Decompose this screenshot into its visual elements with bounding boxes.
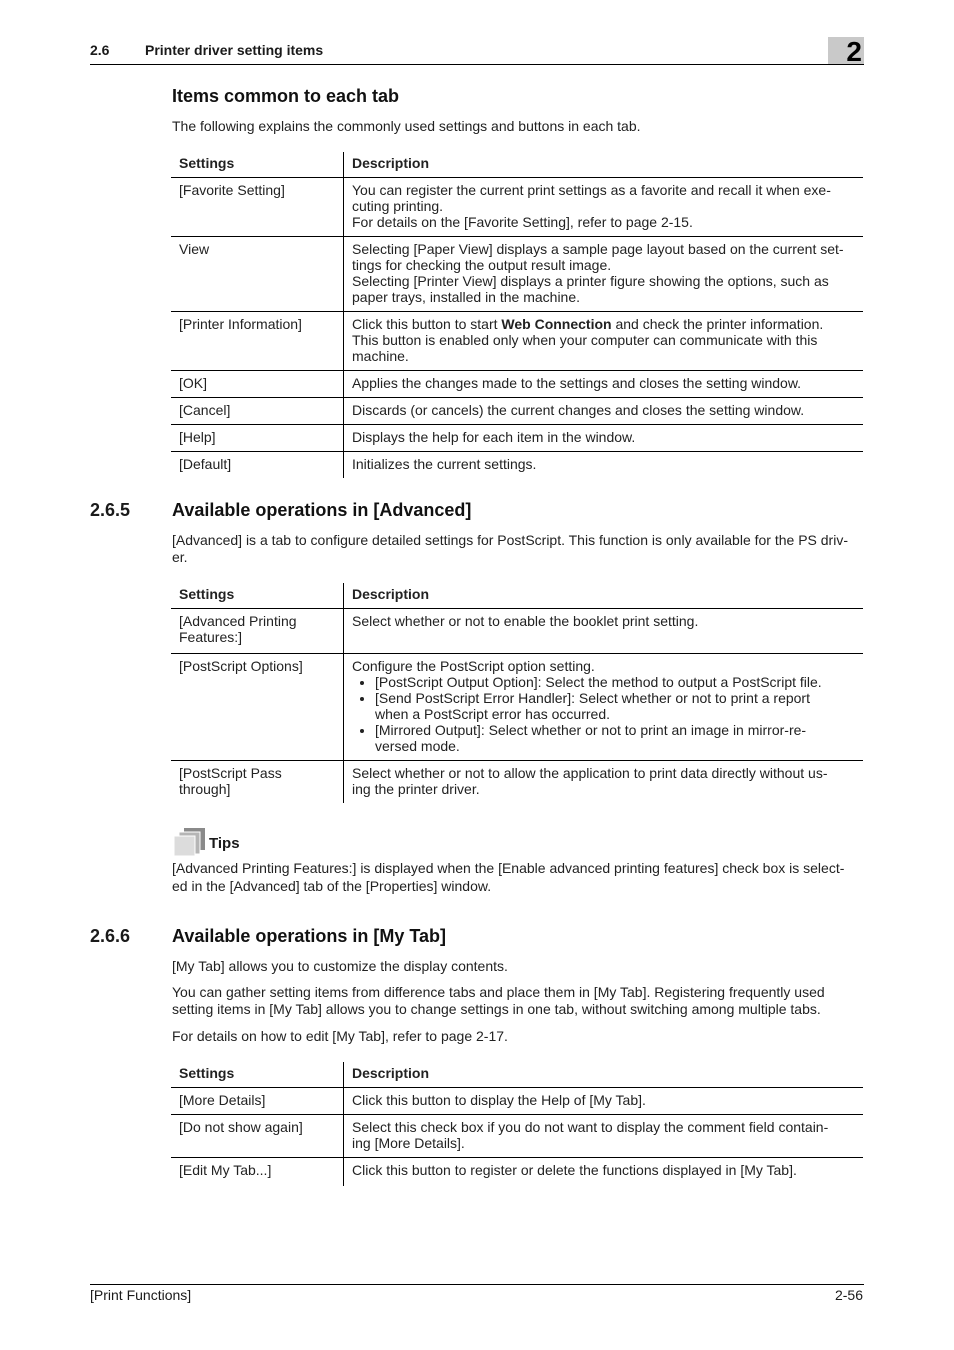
footer-page-number: 2-56: [834, 1287, 863, 1303]
table-row: [171, 237, 863, 312]
tips-label: Tips: [209, 835, 240, 852]
table-row: [171, 312, 863, 371]
section-number-advanced: 2.6.5: [90, 500, 131, 520]
column-header-settings: Settings: [171, 1062, 344, 1088]
table-row: [171, 761, 863, 804]
table-row: [171, 178, 863, 237]
table-row: [171, 1115, 863, 1158]
mytab-para-3: For details on how to edit [My Tab], refer to page 2-17.: [172, 1028, 508, 1044]
setting-name: [Cancel]: [171, 398, 344, 425]
column-header-settings: Settings: [171, 583, 344, 609]
setting-name: [PostScript Pass through]: [171, 761, 344, 804]
setting-description: Discards (or cancels) the current changes and closes the setting window.: [344, 398, 864, 425]
setting-name: [Do not show again]: [171, 1115, 344, 1158]
footer-book-title: [Print Functions]: [90, 1287, 192, 1303]
postscript-options-list: [352, 674, 855, 754]
setting-description: You can register the current print settings as a favorite and recall it when exe- cuting printing. For details on the [Favorite Setting], refer to page 2-15.: [344, 178, 864, 237]
advanced-intro: [Advanced] is a tab to configure detailed settings for PostScript. This function is only available for the PS driv- er.: [172, 532, 848, 565]
table-row: [171, 398, 863, 425]
web-connection-term: Web Connection: [501, 316, 612, 332]
common-settings-table: [171, 152, 863, 478]
mytab-settings-table: [171, 1062, 863, 1186]
list-item: • [Send PostScript Error Handler]: Select whether or not to print a report when a PostScript error has occurred.: [375, 690, 855, 722]
table-row: [171, 371, 863, 398]
common-heading: Items common to each tab: [172, 86, 400, 106]
setting-description: Displays the help for each item in the window.: [344, 425, 864, 452]
section-title-mytab: Available operations in [My Tab]: [172, 926, 447, 946]
list-item: • [Mirrored Output]: Select whether or not to print an image in mirror-re- versed mode.: [375, 722, 855, 754]
footer-rule: [90, 1284, 864, 1285]
section-title-advanced: Available operations in [Advanced]: [172, 500, 472, 520]
setting-description: Click this button to display the Help of [My Tab].: [344, 1088, 864, 1115]
list-item: • [PostScript Output Option]: Select the method to output a PostScript file.: [375, 674, 855, 690]
column-header-settings: Settings: [171, 152, 344, 178]
setting-name: [PostScript Options]: [171, 654, 344, 761]
header-section-number: 2.6: [90, 42, 110, 58]
setting-name: [OK]: [171, 371, 344, 398]
column-header-description: Description: [344, 1062, 864, 1088]
column-header-description: Description: [344, 583, 864, 609]
setting-description: Select this check box if you do not want to display the comment field contain- ing [More Details].: [344, 1115, 864, 1158]
chapter-tab: [828, 37, 864, 65]
table-row: [171, 452, 863, 479]
section-number-mytab: 2.6.6: [90, 926, 131, 946]
table-row: [171, 1088, 863, 1115]
column-header-description: Description: [344, 152, 864, 178]
setting-description: Initializes the current settings.: [352, 456, 537, 472]
setting-description: Select whether or not to allow the application to print data directly without us- ing the printer driver.: [352, 765, 828, 797]
setting-name: [More Details]: [171, 1088, 344, 1115]
table-row: [171, 609, 863, 654]
setting-name: View: [171, 237, 344, 312]
table-row: [171, 654, 863, 761]
setting-name: [Default]: [171, 452, 344, 479]
advanced-settings-table: [171, 583, 863, 803]
mytab-para-2: You can gather setting items from difference tabs and place them in [My Tab]. Registering frequently used setting items in [My Tab] allows you to change settings in one tab, without switching among multiple tabs.: [172, 984, 825, 1017]
setting-name: [Printer Information]: [171, 312, 344, 371]
chapter-number: 2: [846, 36, 862, 67]
setting-description: Configure the PostScript option setting. • [PostScript Output Option]: Select the method to output a PostScript file. • [Send PostScript Error Handler]: Select whether or not to print a report when a PostScript error has occurred. • [Mirrored Output]: Select whether or not to print an image in mirror-re- versed mode.: [344, 654, 864, 761]
table-row: [171, 425, 863, 452]
setting-description: Click this button to register or delete the functions displayed in [My Tab].: [352, 1162, 797, 1178]
tips-icon: [172, 827, 208, 857]
setting-name: [Advanced Printing Features:]: [171, 609, 344, 654]
setting-name: [Edit My Tab...]: [171, 1158, 344, 1187]
tips-text: [Advanced Printing Features:] is displayed when the [Enable advanced printing features] check box is select- ed in the [Advanced] tab of the [Properties] window.: [172, 860, 845, 894]
mytab-para-1: [My Tab] allows you to customize the display contents.: [172, 958, 508, 974]
setting-description: Select whether or not to enable the booklet print setting.: [344, 609, 864, 654]
table-row: [171, 1158, 863, 1187]
setting-description: Selecting [Paper View] displays a sample page layout based on the current set- tings for checking the output result image. Selecting [Printer View] displays a printer figure showing the options, such as paper trays, installed in the machine.: [344, 237, 864, 312]
common-intro: The following explains the commonly used settings and buttons in each tab.: [172, 118, 641, 134]
setting-name: [Favorite Setting]: [171, 178, 344, 237]
header-rule: [90, 64, 864, 65]
setting-name: [Help]: [171, 425, 344, 452]
setting-description: Applies the changes made to the settings and closes the setting window.: [344, 371, 864, 398]
header-section-title: Printer driver setting items: [145, 42, 324, 58]
setting-description: Click this button to start Web Connection and check the printer information. This button is enabled only when your computer can communicate with this machine.: [344, 312, 864, 371]
